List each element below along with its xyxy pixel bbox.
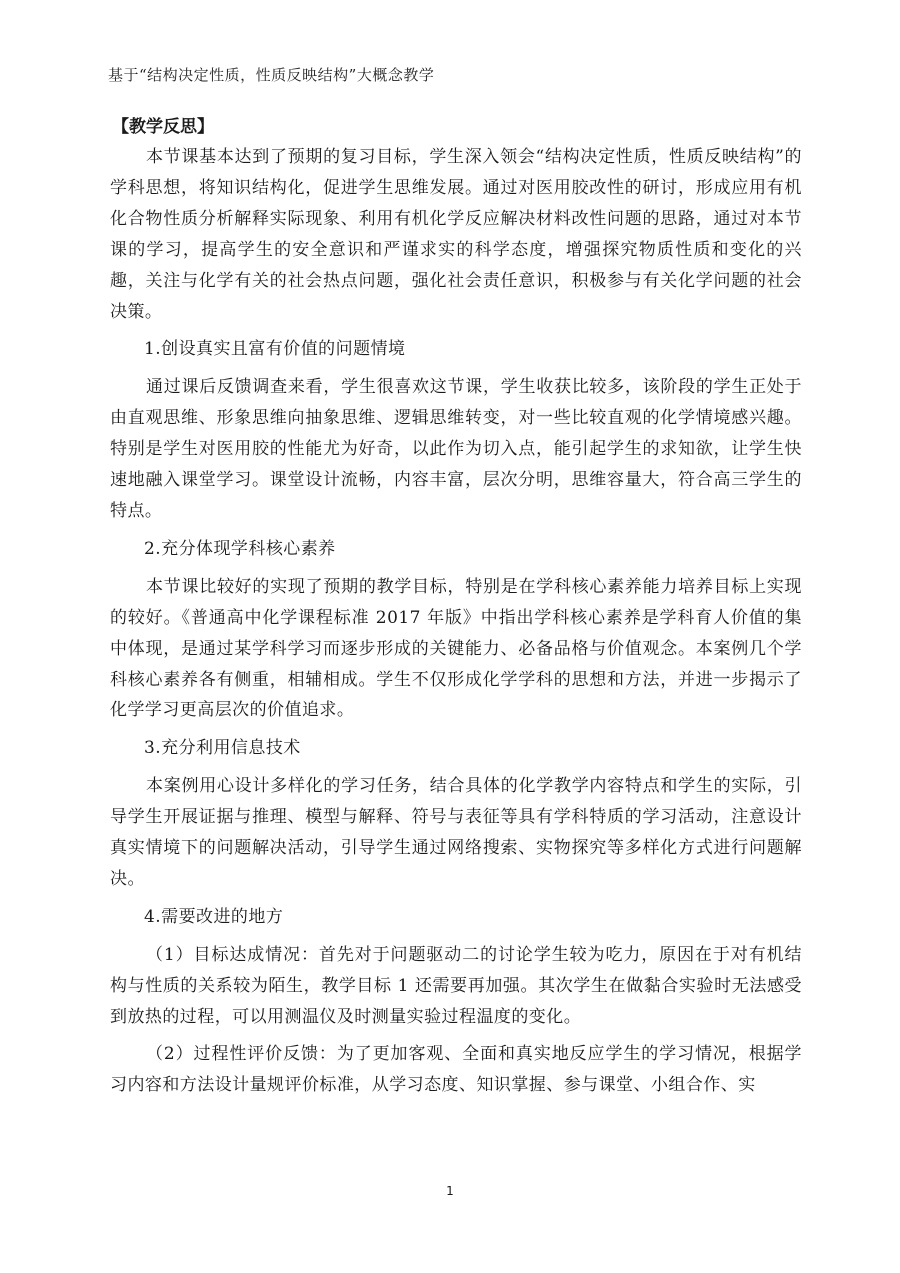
numbered-heading: 3.充分利用信息技术 xyxy=(144,738,301,759)
paragraph: 本案例用心设计多样化的学习任务，结合具体的化学教学内容特点和学生的实际，引导学生开展证据与推理、模型与解释、符号与表征等具有学科特质的学习活动，注意设计真实情境下的问题解决活动，引导学生通过网络搜索、实物探究等多样化方式进行问题解决。 xyxy=(110,776,802,889)
paragraph: （1）目标达成情况：首先对于问题驱动二的讨论学生较为吃力，原因在于对有机结构与性质的关系较为陌生，教学目标 1 还需要再加强。其次学生在做黏合实验时无法感受到放热的过程，可以用测温仪及时测量实验过程温度的变化。 xyxy=(110,944,802,1027)
numbered-heading: 2.充分体现学科核心素养 xyxy=(144,538,336,559)
numbered-heading: 4.需要改进的地方 xyxy=(144,906,284,927)
paragraph: 本节课比较好的实现了预期的教学目标，特别是在学科核心素养能力培养目标上实现的较好。《普通高中化学课程标准 2017 年版》中指出学科核心素养是学科育人价值的集中体现，是通过某学科学习而逐步形成的关键能力、必备品格与价值观念。本案例几个学科核心素养各有侧重，相辅相成。学生不仅形成化学学科的思想和方法，并进一步揭示了化学学习更高层次的价值追求。 xyxy=(110,576,802,721)
running-header: 基于“结构决定性质，性质反映结构”大概念教学 xyxy=(108,66,435,84)
paragraph: 本节课基本达到了预期的复习目标，学生深入领会“结构决定性质，性质反映结构”的学科思想，将知识结构化，促进学生思维发展。通过对医用胶改性的研讨，形成应用有机化合物性质分析解释实际现象、利用有机化学反应解决材料改性问题的思路，通过对本节课的学习，提高学生的安全意识和严谨求实的科学态度，增强探究物质性质和变化的兴趣，关注与化学有关的社会热点问题，强化社会责任意识，积极参与有关化学问题的社会决策。 xyxy=(110,147,802,322)
paragraph: 通过课后反馈调查来看，学生很喜欢这节课，学生收获比较多，该阶段的学生正处于由直观思维、形象思维向抽象思维、逻辑思维转变，对一些比较直观的化学情境感兴趣。特别是学生对医用胶的性能尤为好奇，以此作为切入点，能引起学生的求知欲，让学生快速地融入课堂学习。课堂设计流畅，内容丰富，层次分明，思维容量大，符合高三学生的特点。 xyxy=(110,377,802,521)
page-number: 1 xyxy=(446,1184,454,1198)
body-text xyxy=(110,142,802,1108)
numbered-heading: 1.创设真实且富有价值的问题情境 xyxy=(144,339,406,360)
paragraph: （2）过程性评价反馈：为了更加客观、全面和真实地反应学生的学习情况，根据学习内容和方法设计量规评价标准，从学习态度、知识掌握、参与课堂、小组合作、实 xyxy=(110,1044,802,1096)
section-heading: 【教学反思】 xyxy=(112,117,214,137)
